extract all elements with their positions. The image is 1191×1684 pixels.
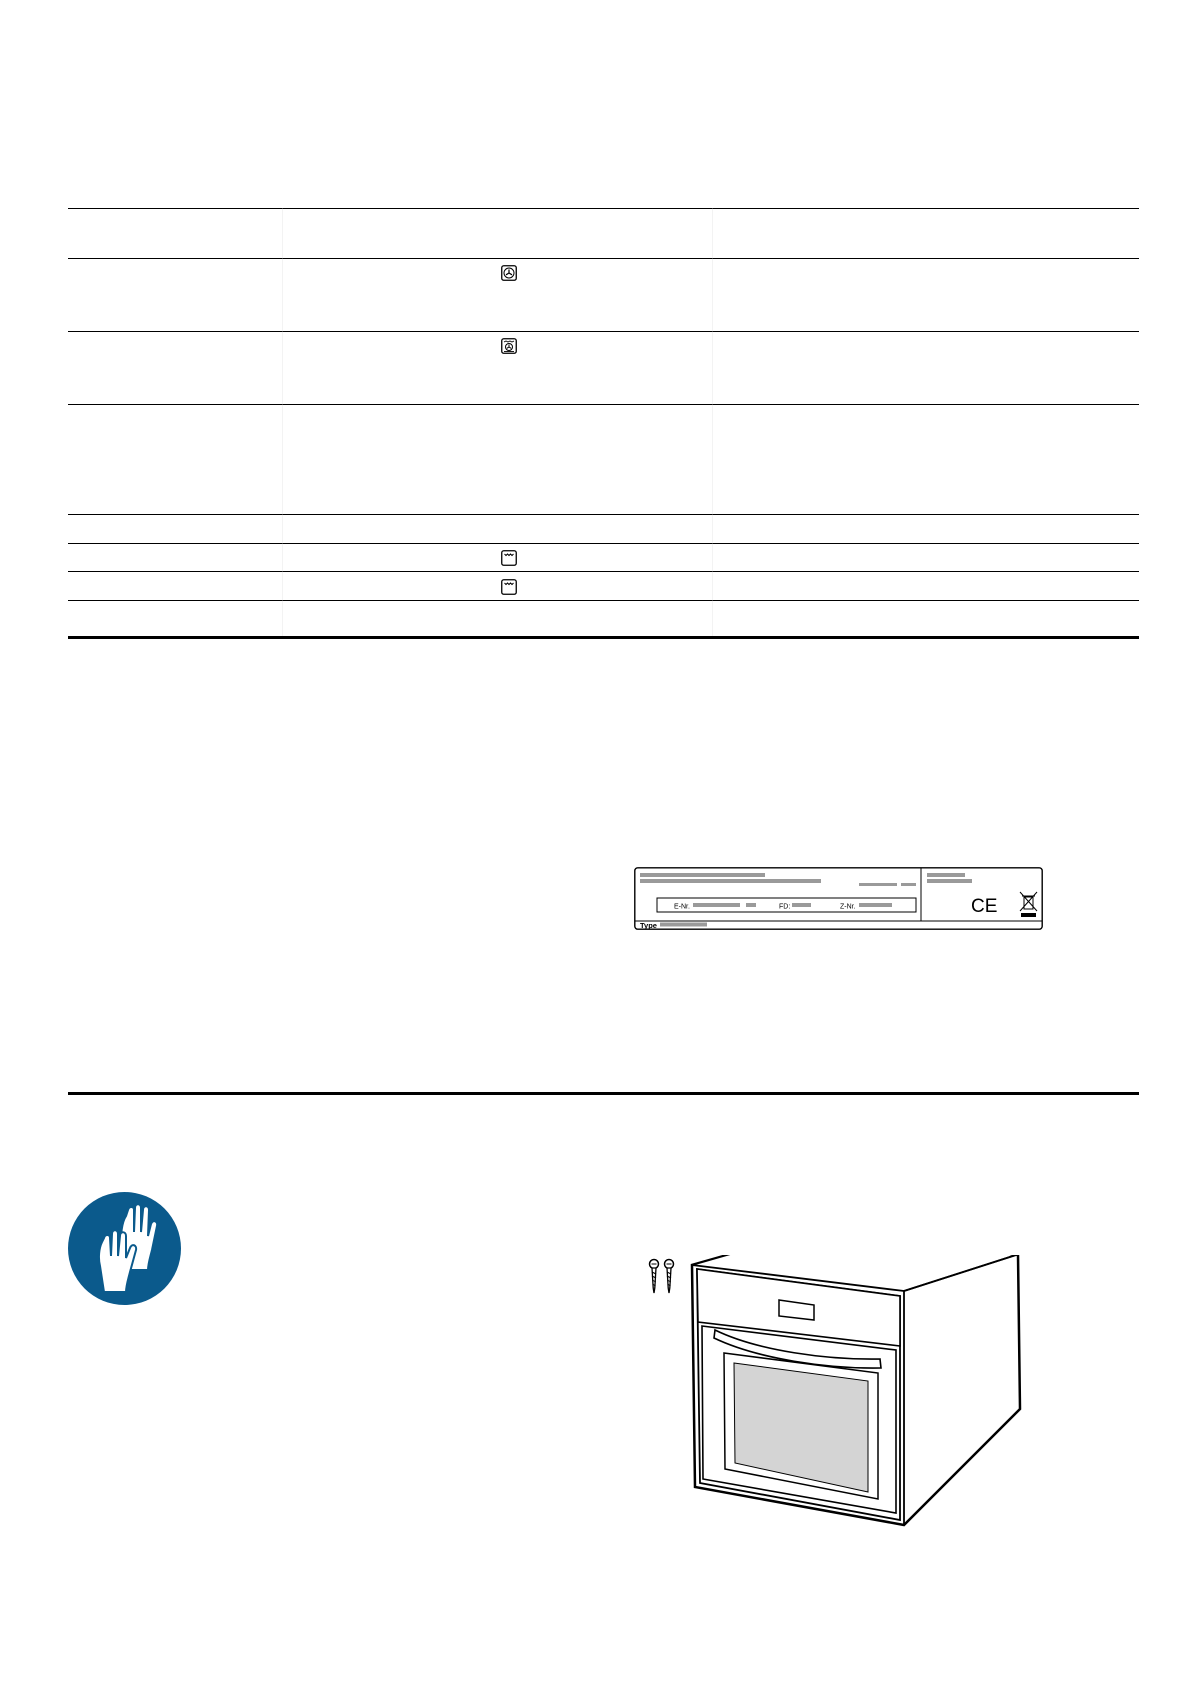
table-row-divider [68,514,1139,515]
table-row-divider [68,600,1139,601]
oven-top-heat-icon [501,550,517,571]
ce-mark: CE [971,896,998,917]
section-rule [68,1092,1139,1095]
table-row-divider [68,258,1139,259]
table-row-divider [68,404,1139,405]
z-nr-label: Z-Nr. [840,903,856,911]
fd-label: FD: [779,903,791,911]
oven-top-heat-icon [501,579,517,600]
rating-plate [634,867,1043,930]
e-nr-label: E-Nr. [674,903,690,911]
wear-protective-gloves-icon [68,1192,181,1305]
table-row-divider [68,331,1139,332]
table-column-separator [712,208,713,636]
fan-grill-icon [501,338,517,359]
type-label: Type [640,921,657,930]
hot-air-fan-icon [501,265,517,286]
table-column-separator [282,208,283,636]
oven-installation-illustration [648,1255,1028,1535]
table-row-divider [68,571,1139,572]
table-row-divider [68,543,1139,544]
table-bottom-rule [68,636,1139,639]
screw-icon [665,1260,674,1294]
table-top-rule [68,208,1139,209]
screw-icon [650,1260,659,1294]
